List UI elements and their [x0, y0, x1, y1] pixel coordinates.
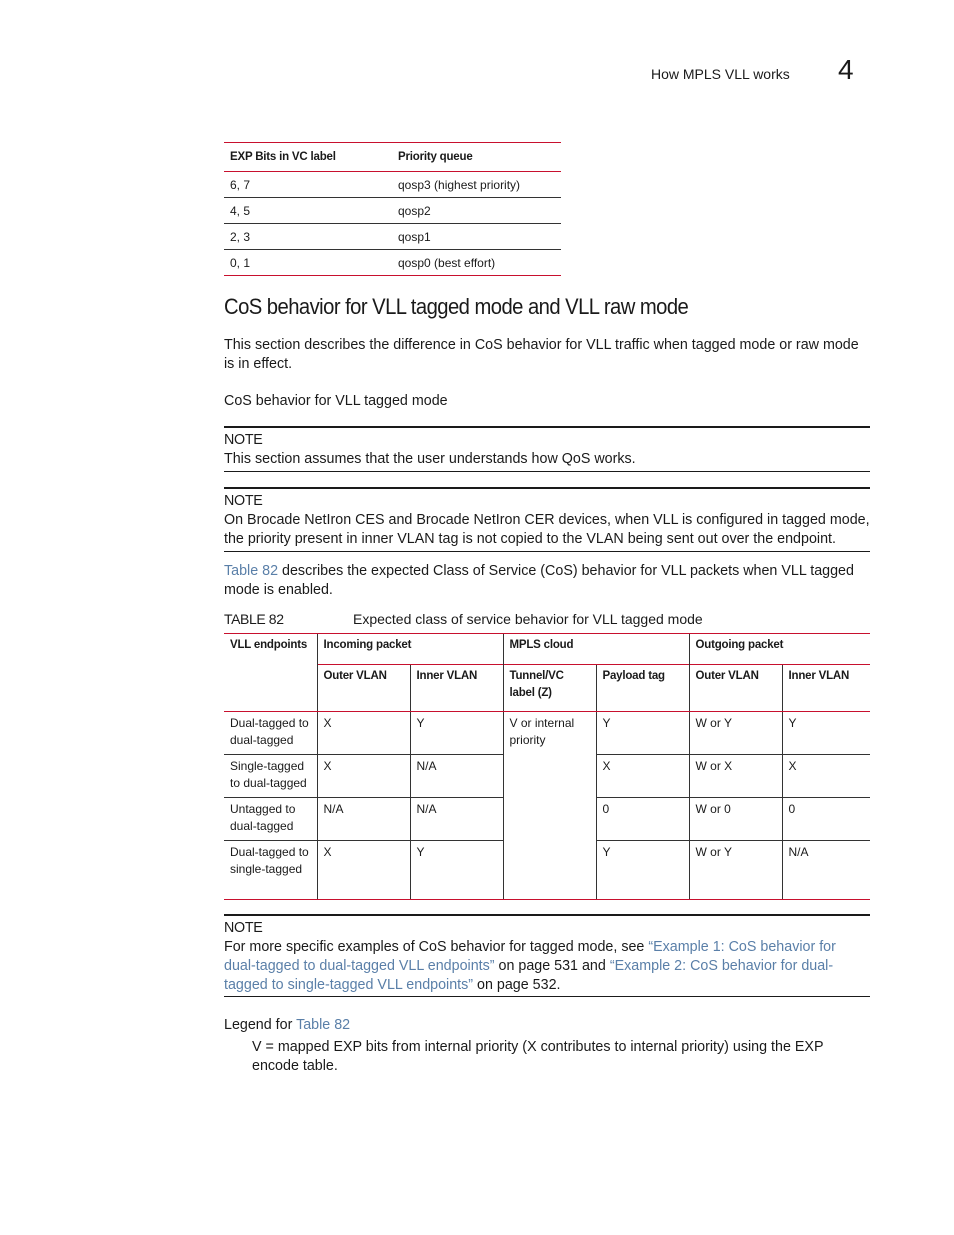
cell-incoming-inner: N/A — [410, 755, 503, 798]
table-row — [224, 224, 561, 250]
note-text: on page 531 and — [494, 958, 610, 974]
table-caption-text: Expected class of service behavior for VLL tagged mode — [353, 611, 703, 627]
legend-prefix: Legend for — [224, 1017, 297, 1033]
table-row — [224, 198, 561, 224]
cell-outgoing-outer: W or Y — [689, 841, 782, 900]
table-caption-label: TABLE 82 — [224, 611, 284, 627]
header-vll-endpoints: VLL endpoints — [224, 634, 317, 712]
note-box — [224, 914, 870, 997]
subheader-payload-tag: Payload tag — [596, 665, 689, 712]
note-text: On Brocade NetIron CES and Brocade NetIron CER devices, when VLL is configured in tagged mode, the priority present in inner VLAN tag is not copied to the VLAN being sent out over the endpoint. — [224, 512, 870, 547]
table-caption — [224, 611, 703, 627]
cell-payload-tag: Y — [596, 841, 689, 900]
cell-incoming-inner: Y — [410, 712, 503, 755]
note-text: on page 532. — [473, 977, 561, 993]
table-reference-paragraph — [224, 562, 870, 600]
note-text: This section assumes that the user understands how QoS works. — [224, 451, 636, 467]
cell-payload-tag: Y — [596, 712, 689, 755]
cell-incoming-outer: X — [317, 755, 410, 798]
section-heading: CoS behavior for VLL tagged mode and VLL raw mode — [224, 294, 689, 319]
table-row — [224, 172, 561, 198]
table-cell: 4, 5 — [224, 198, 392, 224]
cell-payload-tag: 0 — [596, 798, 689, 841]
table-cell: qosp1 — [392, 224, 561, 250]
paragraph-text: describes the expected Class of Service (CoS) behavior for VLL packets when VLL tagged mode is enabled. — [224, 563, 854, 598]
table-cell: qosp3 (highest priority) — [392, 172, 561, 198]
cell-outgoing-inner: 0 — [782, 798, 870, 841]
legend-heading — [224, 1016, 350, 1035]
subheader-outer-vlan: Outer VLAN — [317, 665, 410, 712]
header-outgoing-packet: Outgoing packet — [689, 634, 870, 665]
note-box — [224, 487, 870, 552]
cell-incoming-outer: X — [317, 841, 410, 900]
note-label: NOTE — [224, 432, 263, 448]
cell-incoming-outer: N/A — [317, 798, 410, 841]
table-row — [224, 250, 561, 276]
cell-outgoing-outer: W or 0 — [689, 798, 782, 841]
table-cell: qosp2 — [392, 198, 561, 224]
cell-endpoint: Dual-tagged to single-tagged — [224, 841, 317, 900]
running-header: How MPLS VLL works — [651, 66, 790, 82]
table-82-link[interactable]: Table 82 — [224, 563, 279, 579]
header-incoming-packet: Incoming packet — [317, 634, 503, 665]
cell-payload-tag: X — [596, 755, 689, 798]
table-cell: 0, 1 — [224, 250, 392, 276]
table-row — [224, 712, 870, 755]
note-label: NOTE — [224, 920, 263, 936]
subheader-outer-vlan: Outer VLAN — [689, 665, 782, 712]
cell-endpoint: Untagged to dual-tagged — [224, 798, 317, 841]
cell-outgoing-outer: W or Y — [689, 712, 782, 755]
column-header: EXP Bits in VC label — [224, 143, 392, 172]
exp-priority-table — [224, 142, 561, 276]
cell-endpoint: Single-tagged to dual-tagged — [224, 755, 317, 798]
note-text: For more specific examples of CoS behavior for tagged mode, see — [224, 939, 649, 955]
note-box — [224, 426, 870, 472]
table-cell: 2, 3 — [224, 224, 392, 250]
cell-incoming-inner: N/A — [410, 798, 503, 841]
cell-outgoing-inner: Y — [782, 712, 870, 755]
table-cell: qosp0 (best effort) — [392, 250, 561, 276]
table-82-link[interactable]: Table 82 — [296, 1017, 351, 1033]
subheader-inner-vlan: Inner VLAN — [782, 665, 870, 712]
cell-incoming-outer: X — [317, 712, 410, 755]
column-header: Priority queue — [392, 143, 561, 172]
note-label: NOTE — [224, 493, 263, 509]
legend-item: V = mapped EXP bits from internal priority (X contributes to internal priority) using the EXP encode table. — [252, 1039, 824, 1074]
subheading: CoS behavior for VLL tagged mode — [224, 393, 448, 409]
table-cell: 6, 7 — [224, 172, 392, 198]
intro-paragraph: This section describes the difference in CoS behavior for VLL traffic when tagged mode or raw mode is in effect. — [224, 337, 859, 372]
cell-endpoint: Dual-tagged to dual-tagged — [224, 712, 317, 755]
subheader-inner-vlan: Inner VLAN — [410, 665, 503, 712]
example-1-link[interactable]: “Example 1: CoS behavior for dual-tagged to dual-tagged VLL endpoints” — [224, 939, 836, 974]
cell-outgoing-outer: W or X — [689, 755, 782, 798]
cell-incoming-inner: Y — [410, 841, 503, 900]
example-2-link[interactable]: “Example 2: CoS behavior for dual-tagged to single-tagged VLL endpoints” — [224, 958, 834, 993]
subheader-tunnel-vc-label: Tunnel/VC label (Z) — [503, 665, 596, 712]
cell-outgoing-inner: X — [782, 755, 870, 798]
cos-behavior-table — [224, 633, 870, 900]
cell-outgoing-inner: N/A — [782, 841, 870, 900]
cell-mpls-tunnel-label: V or internal priority — [503, 712, 596, 900]
header-mpls-cloud: MPLS cloud — [503, 634, 689, 665]
chapter-number: 4 — [838, 54, 854, 85]
